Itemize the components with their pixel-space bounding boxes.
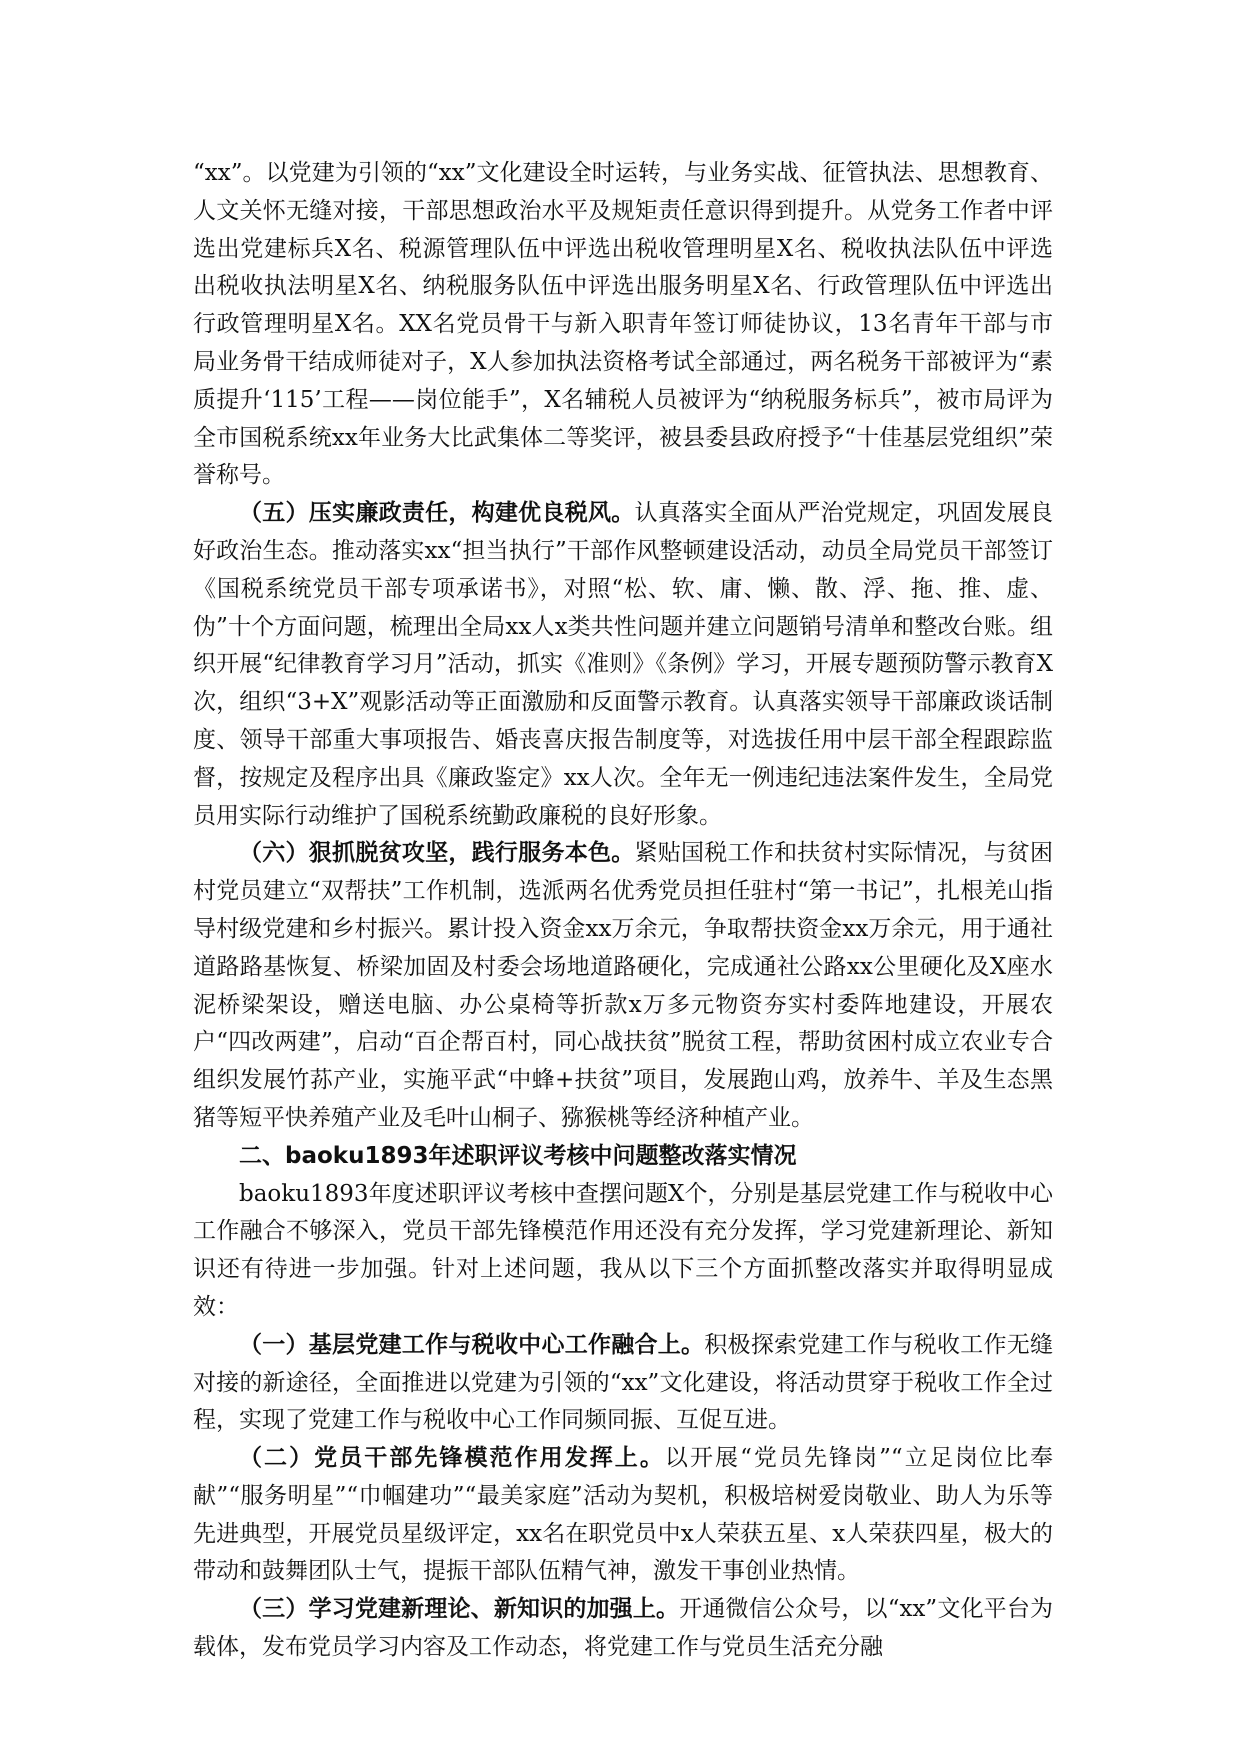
paragraph-text: baoku1893年度述职评议考核中查摆问题X个，分别是基层党建工作与税收中心工作融合不够深入，党员干部先锋模范作用还没有充分发挥，学习党建新理论、新知识还有待进一步加强。针对上述问题，我从以下三个方面抓整改落实并取得明显成效： — [193, 1180, 1053, 1320]
paragraph-fix-3 — [193, 1591, 1053, 1667]
paragraph-poverty — [193, 835, 1053, 1137]
paragraph-lead: （一）基层党建工作与税收中心工作融合上。 — [239, 1331, 705, 1358]
paragraph-text: 积极探索党建工作与税收工作无缝对接的新途径，全面推进以党建为引领的“xx”文化建设，将活动贯穿于税收工作全过程，实现了党建工作与税收中心工作同频同振、互促互进。 — [193, 1331, 1054, 1434]
paragraph-text: 认真落实全面从严治党规定，巩固发展良好政治生态。推动落实xx“担当执行”干部作风整顿建设活动，动员全局党员干部签订《国税系统党员干部专项承诺书》，对照“松、软、庸、懒、散、浮、拖、推、虚、伪”十个方面问题，梳理出全局xx人x类共性问题并建立问题销号清单和整改台账。组织开展“纪律教育学习月”活动，抓实《准则》《条例》学习，开展专题预防警示教育X次，组织“3+X”观影活动等正面激励和反面警示教育。认真落实领导干部廉政谈话制度、领导干部重大事项报告、婚丧喜庆报告制度等，对选拔任用中层干部全程跟踪监督，按规定及程序出具《廉政鉴定》xx人次。全年无一例违纪违法案件发生，全局党员用实际行动维护了国税系统勤政廉税的良好形象。 — [193, 500, 1054, 829]
paragraph-continuation — [193, 155, 1053, 495]
paragraph-problems — [193, 1176, 1053, 1327]
section-heading: 二、baoku1893年述职评议考核中问题整改落实情况 — [239, 1142, 797, 1169]
paragraph-lead: （三）学习党建新理论、新知识的加强上。 — [239, 1596, 680, 1623]
paragraph-lead: （五）压实廉政责任，构建优良税风。 — [239, 500, 635, 527]
paragraph-lead: （二）党员干部先锋模范作用发挥上。 — [239, 1445, 665, 1472]
paragraph-text: 开通微信公众号，以“xx”文化平台为载体，发布党员学习内容及工作动态，将党建工作与党员生活充分融 — [193, 1596, 1053, 1661]
paragraph-fix-1 — [193, 1327, 1053, 1440]
paragraph-text: 紧贴国税工作和扶贫村实际情况，与贫困村党员建立“双帮扶”工作机制，选派两名优秀党员担任驻村“第一书记”，扎根羌山指导村级党建和乡村振兴。累计投入资金xx万余元，争取帮扶资金xx万余元，用于通社道路路基恢复、桥梁加固及村委会场地道路硬化，完成通社公路xx公里硬化及X座水泥桥梁架设，赠送电脑、办公桌椅等折款x万多元物资夯实村委阵地建设，开展农户“四改两建”，启动“百企帮百村，同心战扶贫”脱贫工程，帮助贫困村成立农业专合组织发展竹荪产业，实施平武“中蜂+扶贫”项目，发展跑山鸡，放养牛、羊及生态黑猪等短平快养殖产业及毛叶山桐子、猕猴桃等经济种植产业。 — [193, 840, 1054, 1131]
paragraph-text: “xx”。以党建为引领的“xx”文化建设全时运转，与业务实战、征管执法、思想教育、人文关怀无缝对接，干部思想政治水平及规矩责任意识得到提升。从党务工作者中评选出党建标兵X名、税源管理队伍中评选出税收管理明星X名、税收执法队伍中评选出税收执法明星X名、纳税服务队伍中评选出服务明星X名、行政管理队伍中评选出行政管理明星X名。XX名党员骨干与新入职青年签订师徒协议，13名青年干部与市局业务骨干结成师徒对子，X人参加执法资格考试全部通过，两名税务干部被评为“素质提升‘115’工程——岗位能手”，X名辅税人员被评为“纳税服务标兵”，被市局评为全市国税系统xx年业务大比武集体二等奖评，被县委县政府授予“十佳基层党组织”荣誉称号。 — [193, 160, 1053, 489]
document-page — [193, 155, 1053, 1667]
paragraph-integrity — [193, 495, 1053, 835]
paragraph-fix-2 — [193, 1440, 1053, 1591]
paragraph-text: 以开展“党员先锋岗”“立足岗位比奉献”“服务明星”“巾帼建功”“最美家庭”活动为契机，积极培树爱岗敬业、助人为乐等先进典型，开展党员星级评定，xx名在职党员中x人荣获五星、x人荣获四星，极大的带动和鼓舞团队士气，提振干部队伍精气神，激发干事创业热情。 — [193, 1445, 1054, 1585]
paragraph-lead: （六）狠抓脱贫攻坚，践行服务本色。 — [239, 840, 635, 867]
